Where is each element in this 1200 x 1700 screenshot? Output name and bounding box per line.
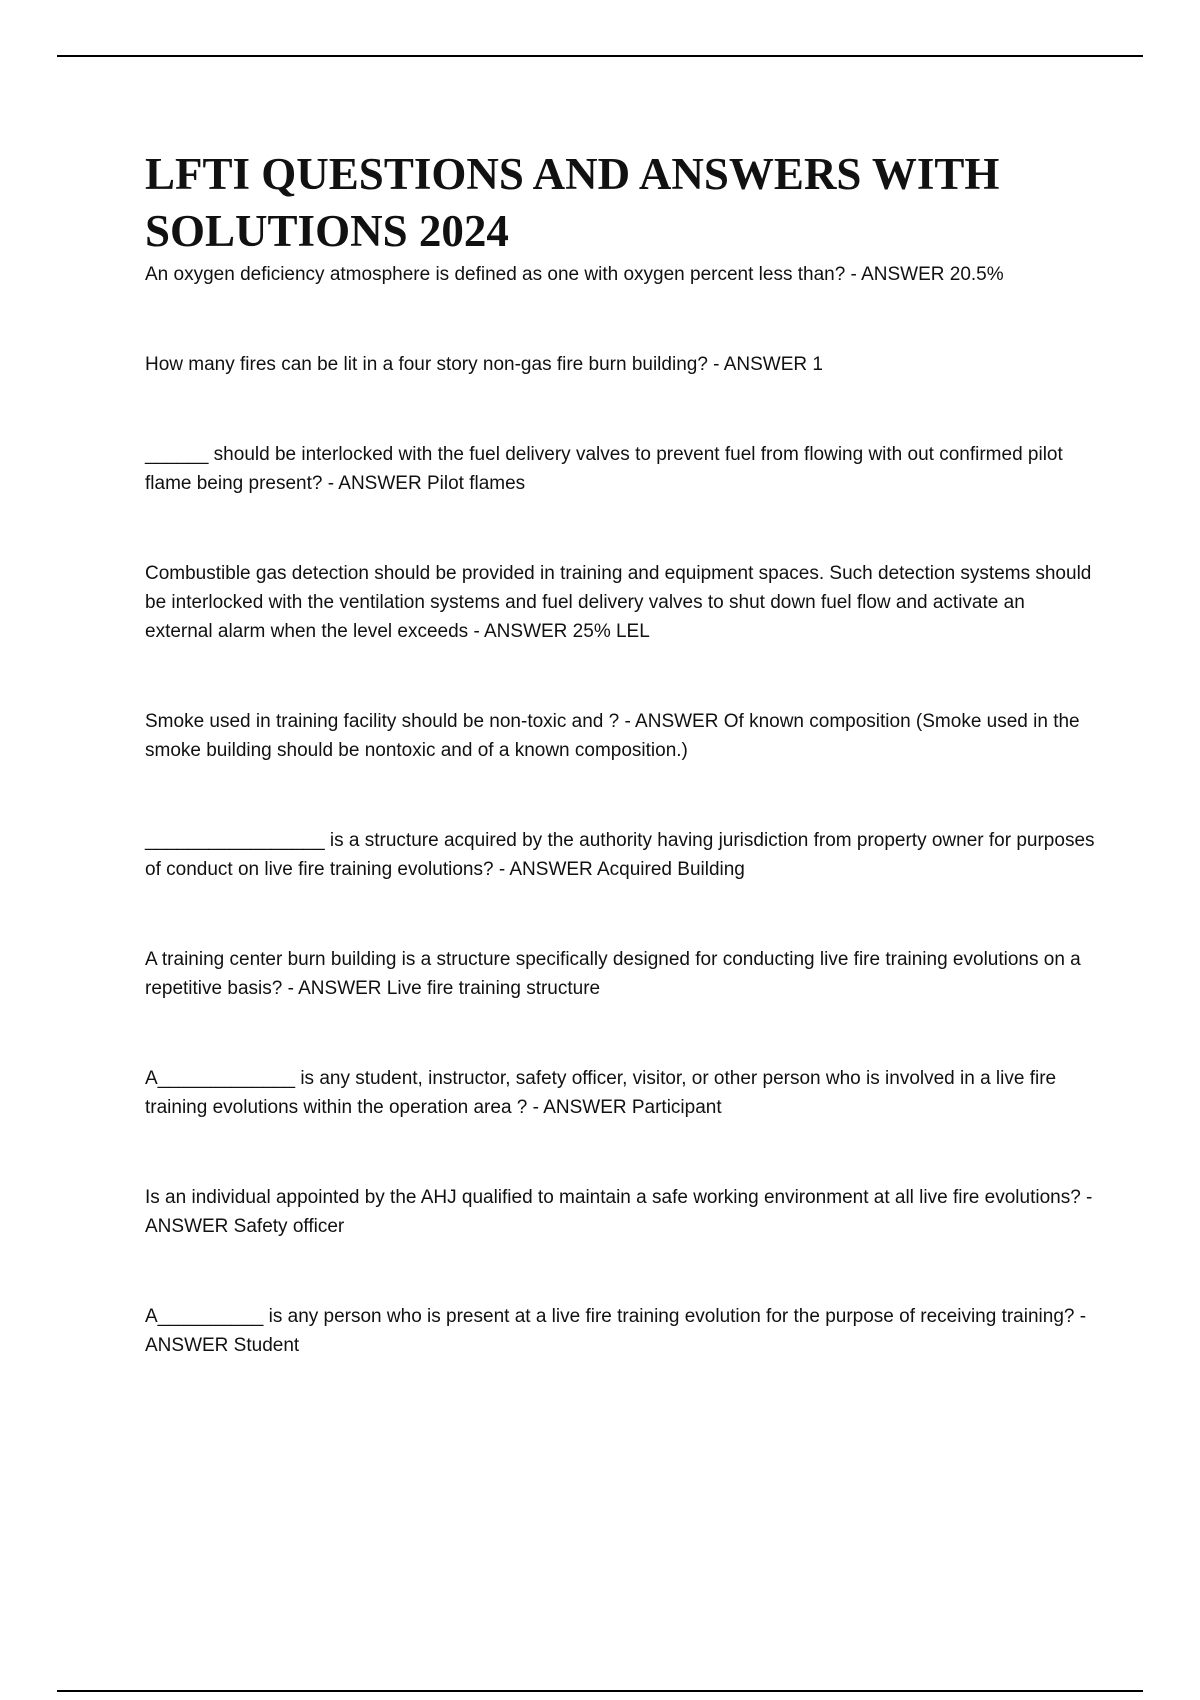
qa-item-10: A__________ is any person who is present at a live fire training evolution for the purpose of receiving training? - ANSWER Student [145, 1306, 1087, 1356]
document-title: LFTI QUESTIONS AND ANSWERS WITH SOLUTIONS 2024 [145, 149, 1000, 256]
qa-item-5: Smoke used in training facility should be non-toxic and ? - ANSWER Of known composition (Smoke used in the smoke building should be nontoxic and of a known composition.) [145, 711, 1080, 761]
qa-item-4: Combustible gas detection should be provided in training and equipment spaces. Such detection systems should be interlocked with the ventilation systems and fuel delivery valves to shut down fuel flow and activate an external alarm when the level exceeds - ANSWER 25% LEL [145, 563, 1092, 642]
qa-item-1: An oxygen deficiency atmosphere is defined as one with oxygen percent less than? - ANSWER 20.5% [145, 264, 1004, 285]
qa-item-8: A_____________ is any student, instructor, safety officer, visitor, or other person who is involved in a live fire training evolutions within the operation area ? - ANSWER Participant [145, 1068, 1057, 1118]
document-body [145, 146, 1095, 1360]
qa-item-9: Is an individual appointed by the AHJ qualified to maintain a safe working environment at all live fire evolutions? - ANSWER Safety officer [145, 1187, 1093, 1237]
qa-list [145, 260, 1095, 1360]
qa-item-2: How many fires can be lit in a four story non-gas fire burn building? - ANSWER 1 [145, 354, 823, 375]
footer-rule [57, 1690, 1143, 1692]
qa-item-7: A training center burn building is a structure specifically designed for conducting live fire training evolutions on a repetitive basis? - ANSWER Live fire training structure [145, 949, 1081, 999]
qa-item-6: _________________ is a structure acquired by the authority having jurisdiction from property owner for purposes of conduct on live fire training evolutions? - ANSWER Acquired Building [145, 830, 1095, 880]
header-rule [57, 55, 1143, 57]
qa-item-3: ______ should be interlocked with the fuel delivery valves to prevent fuel from flowing with out confirmed pilot flame being present? - ANSWER Pilot flames [145, 444, 1063, 494]
